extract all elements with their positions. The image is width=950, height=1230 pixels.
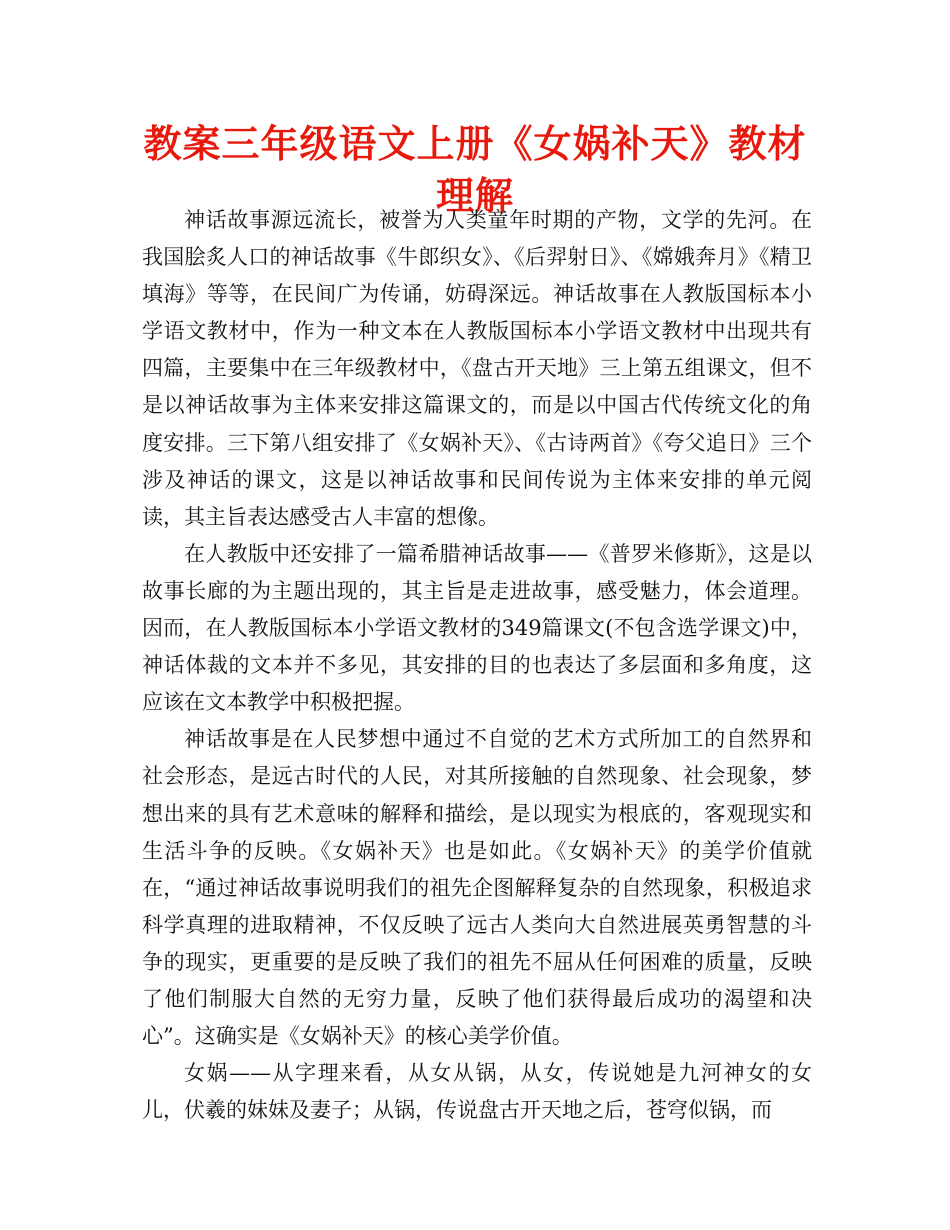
paragraph: 神话故事源远流长，被誉为人类童年时期的产物，文学的先河。在我国脍炙人口的神话故事《牛郎织女》、《后羿射日》、《嫦娥奔月》《精卫填海》等等，在民间广为传诵，妨碍深远。神话故事在人教版国标本小学语文教材中，作为一种文本在人教版国标本小学语文教材中出现共有四篇，主要集中在三年级教材中，《盘古开天地》三上第五组课文，但不是以神话故事为主体来安排这篇课文的，而是以中国古代传统文化的角度安排。三下第八组安排了《女娲补天》、《古诗两首》《夸父追日》三个涉及神话的课文，这是以神话故事和民间传说为主体来安排的单元阅读，其主旨表达感受古人丰富的想像。 bbox=[142, 208, 812, 529]
paragraph: 神话故事是在人民梦想中通过不自觉的艺术方式所加工的自然界和社会形态，是远古时代的人民，对其所接触的自然现象、社会现象，梦想出来的具有艺术意味的解释和描绘，是以现实为根底的，客观现实和生活斗争的反映。《女娲补天》也是如此。《女娲补天》的美学价值就在，“通过神话故事说明我们的祖先企图解释复杂的自然现象，积极追求科学真理的进取精神，不仅反映了远古人类向大自然进展英勇智慧的斗争的现实，更重要的是反映了我们的祖先不屈从任何困难的质量，反映了他们制服大自然的无穷力量，反映了他们获得最后成功的渴望和决心”。这确实是《女娲补天》的核心美学价值。 bbox=[142, 727, 812, 1049]
document-body bbox=[142, 202, 812, 1129]
paragraph: 女娲——从字理来看，从女从锅，从女，传说她是九河神女的女儿，伏羲的妹妹及妻子；从锅，传说盘古开天地之后，苍穹似锅，而 bbox=[142, 1061, 812, 1123]
document-title: 教案三年级语文上册《女娲补天》教材理解 bbox=[143, 122, 807, 218]
paragraph: 在人教版中还安排了一篇希腊神话故事——《普罗米修斯》，这是以故事长廊的为主题出现的，其主旨是走进故事，感受魅力，体会道理。因而，在人教版国标本小学语文教材的349篇课文(不包含选学课文)中，神话体裁的文本并不多见，其安排的目的也表达了多层面和多角度，这应该在文本教学中积极把握。 bbox=[142, 541, 812, 715]
